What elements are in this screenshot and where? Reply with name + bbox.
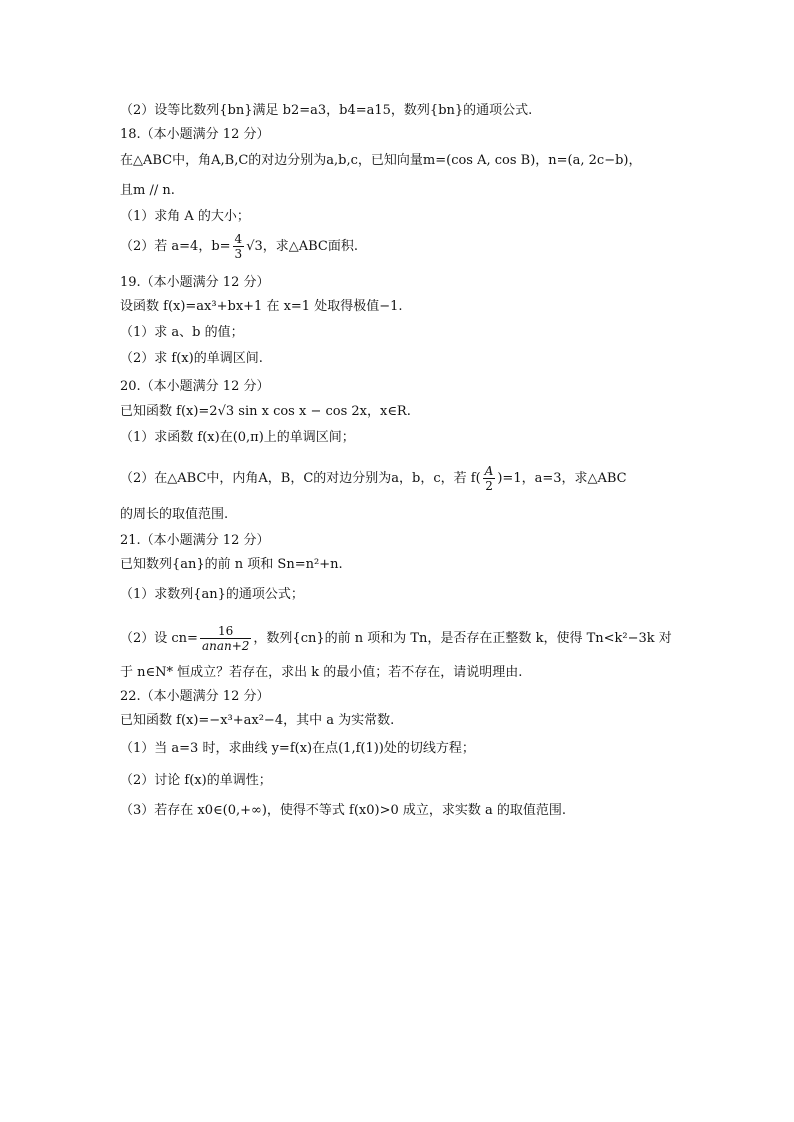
q22-part3: （3）若存在 x0∈(0,+∞)，使得不等式 f(x0)>0 成立，求实数 a 的取值范围. <box>120 803 567 818</box>
q21-part2 <box>120 624 672 653</box>
q21-title: 21.（本小题满分 12 分） <box>120 533 270 548</box>
q20-part2-cont: 的周长的取值范围. <box>120 507 229 522</box>
q20-stem: 已知函数 f(x)=2√3 sin x cos x − cos 2x，x∈R. <box>120 404 411 419</box>
q18-part1: （1）求角 A 的大小； <box>120 209 250 224</box>
q18-stem-cont: 且m // n. <box>120 183 175 198</box>
q19-part2: （2）求 f(x)的单调区间. <box>120 351 263 366</box>
q22-part1: （1）当 a=3 时，求曲线 y=f(x)在点(1,f(1))处的切线方程； <box>120 741 475 756</box>
q19-title: 19.（本小题满分 12 分） <box>120 275 270 290</box>
q20-fraction-num: A <box>484 464 494 478</box>
q21-part1: （1）求数列{an}的通项公式； <box>120 587 304 602</box>
q22-title: 22.（本小题满分 12 分） <box>120 689 270 704</box>
q18-title: 18.（本小题满分 12 分） <box>120 127 270 142</box>
q21-fraction-den: anan+2 <box>201 639 250 653</box>
q22-stem: 已知函数 f(x)=−x³+ax²−4，其中 a 为实常数. <box>120 713 395 728</box>
q20-part2: （2）在△ABC中，内角A，B，C的对边分别为a，b，c，若 f( $\frac{A}{2}$ )=1，a=3，求△ABC <box>120 464 627 493</box>
q18-part2 <box>120 232 358 261</box>
q21-fraction-num: 16 <box>200 624 251 639</box>
q18-fraction-den: 3 <box>234 247 243 261</box>
q18-part2-post: √3，求△ABC面积. <box>246 239 359 254</box>
q20-part1: （1）求函数 f(x)在(0,π)上的单调区间； <box>120 430 355 445</box>
q20-part2-post: =1，a=3，求△ABC <box>502 471 627 486</box>
q21-part2-post: ，数列{cn}的前 n 项和为 Tn，是否存在正整数 k，使得 Tn<k²−3k 对 <box>253 631 672 646</box>
q19-part1: （1）求 a、b 的值； <box>120 325 244 340</box>
q20-fraction <box>483 464 496 493</box>
q17-part2: （2）设等比数列{bn}满足 b2=a3，b4=a15，数列{bn}的通项公式. <box>120 103 533 118</box>
q18-fraction-num: 4 <box>234 232 243 246</box>
q19-stem: 设函数 f(x)=ax³+bx+1 在 x=1 处取得极值−1. <box>120 299 403 314</box>
q20-title: 20.（本小题满分 12 分） <box>120 379 270 394</box>
q18-fraction <box>233 232 245 261</box>
q20-part2-pre: （2）在△ABC中，内角A，B，C的对边分别为a，b，c，若 f <box>120 471 476 486</box>
q21-part2-cont: 于 n∈N* 恒成立？若存在，求出 k 的最小值；若不存在，请说明理由. <box>120 665 523 680</box>
q21-part2-pre: （2）设 cn= <box>120 631 198 646</box>
q18-part2-pre: （2）若 a=4，b= <box>120 239 231 254</box>
q20-fraction-den: 2 <box>485 479 493 493</box>
q21-fraction <box>200 624 251 653</box>
q18-stem: 在△ABC中，角A,B,C的对边分别为a,b,c，已知向量m=(cos A, cos B)，n=(a, 2c−b)， <box>120 153 642 168</box>
q22-part2: （2）讨论 f(x)的单调性； <box>120 773 272 788</box>
q21-stem: 已知数列{an}的前 n 项和 Sn=n²+n. <box>120 557 343 572</box>
